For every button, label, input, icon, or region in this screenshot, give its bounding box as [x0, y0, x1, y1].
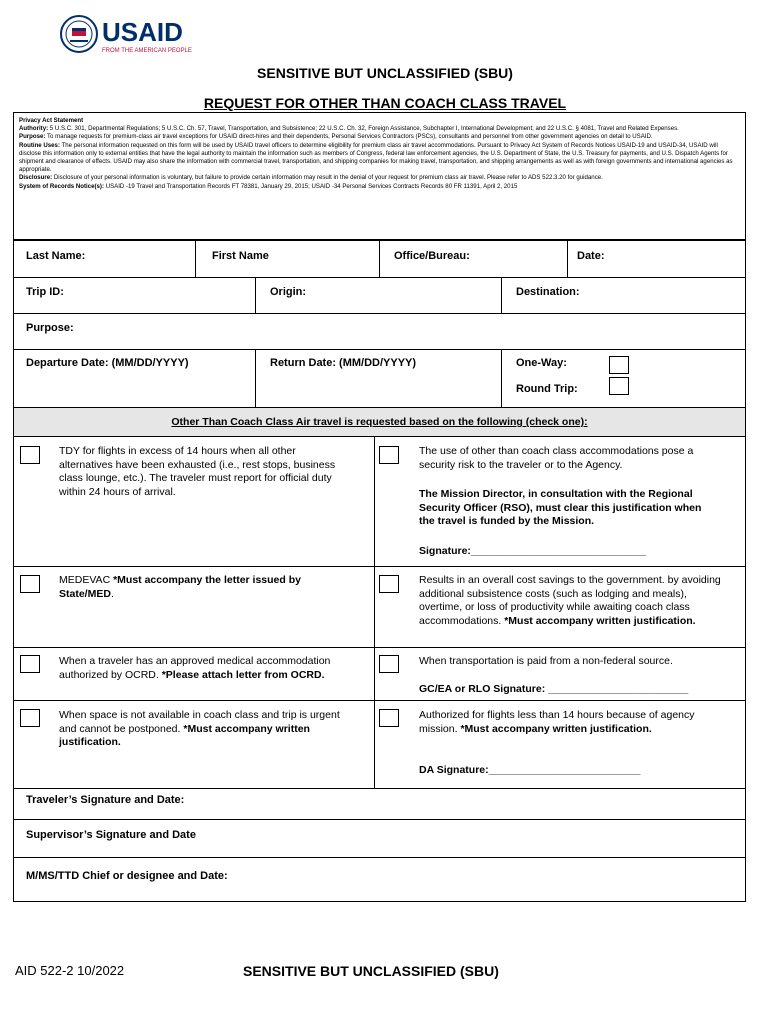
authority-label: Authority: [19, 125, 49, 133]
traveler-signature-field[interactable]: Traveler’s Signature and Date: [26, 794, 185, 806]
security-clearance-note: The Mission Director, in consultation with the Regional Security Officer (RSO), must clear this justification when the travel is funded by the Mission. [419, 488, 702, 527]
routine-uses-label: Routine Uses: [19, 141, 60, 149]
form-number: AID 522-2 10/2022 [15, 963, 125, 978]
first-name-field[interactable]: First Name [212, 250, 269, 262]
supervisor-signature-field[interactable]: Supervisor’s Signature and Date [26, 829, 196, 841]
departure-date-field[interactable]: Departure Date: (MM/DD/YYYY) [26, 357, 189, 369]
security-option-text: The use of other than coach class accommodations pose a security risk to the traveler or to the Agency. [419, 445, 694, 471]
cost-savings-requirement: *Must accompany written justification. [504, 614, 696, 627]
justification-header [14, 408, 745, 436]
sorn-text: USAID -19 Travel and Transportation Records FT 78381, January 29, 2015; USAID -34 Personal Services Contracts Records 80 FR 11391, April 2, 2015 [104, 182, 518, 190]
agency-mission-option-text [419, 709, 709, 736]
security-checkbox[interactable] [379, 446, 399, 464]
tdy-checkbox[interactable] [20, 446, 40, 464]
cost-savings-option-text [419, 574, 729, 628]
privacy-act-statement [13, 112, 746, 240]
sorn-label: System of Records Notice(s): [19, 182, 104, 190]
urgent-option-text [59, 709, 359, 750]
origin-field[interactable]: Origin: [270, 286, 307, 298]
one-way-label: One-Way: [516, 357, 567, 369]
purpose-text: To manage requests for premium-class air travel exceptions for USAID direct-hires and their dependents, Personal Services Contractors (PSCs), consultants and personnel from other government agencies on detail to USAID. [45, 133, 653, 141]
form-title: REQUEST FOR OTHER THAN COACH CLASS TRAVEL [203, 95, 567, 111]
trip-id-field[interactable]: Trip ID: [26, 286, 64, 298]
footer-classification: SENSITIVE BUT UNCLASSIFIED (SBU) [243, 963, 499, 979]
medevac-period: . [110, 587, 114, 600]
logo-tagline: FROM THE AMERICAN PEOPLE [102, 48, 192, 54]
destination-field[interactable]: Destination: [516, 286, 580, 298]
tdy-option-text: TDY for flights in excess of 14 hours when all other alternatives have been exhausted (i.e., rest stops, business class lounge, etc.). The traveler must report for official duty within 24 hours of arrival. [59, 445, 336, 498]
medevac-checkbox[interactable] [20, 575, 40, 593]
purpose-field[interactable]: Purpose: [26, 322, 74, 334]
urgent-text: When space is not available in coach class and trip is urgent and cannot be postponed. [59, 709, 340, 735]
gc-rlo-signature-line[interactable]: GC/EA or RLO Signature: ________________________ [419, 683, 689, 695]
justification-header-text: Other Than Coach Class Air travel is requested based on the following (check one): [171, 416, 588, 428]
disclosure-label: Disclosure: [19, 174, 53, 182]
chief-signature-field[interactable]: M/MS/TTD Chief or designee and Date: [26, 870, 228, 882]
svg-text:USAID: USAID [102, 17, 183, 47]
medical-option-text [59, 655, 354, 682]
routine-uses-text: The personal information requested on this form will be used by USAID travel officers to determine eligibility for premium class air travel accommodations. Pursuant to Privacy Act System of Records Notices USAID-19 and USAID-34, USAID will disclose this information only to external entities that have the legal authority to maintain the information such as members of Congress, federal law enforcement agencies, the U.S. Department of State, the U.S. Treasury for payments, and U.S. Dispatch Agents for shipment and clearance of effects. USAID may also share the information with commercial travel, transportation, and shipping companies for making travel, transportation, and shipping arrangements as well as with foreign governments and international agencies as appropriate. [19, 141, 733, 174]
medevac-requirement: *Must accompany the letter issued by State/MED [59, 574, 301, 600]
medical-text: When a traveler has an approved medical accommodation authorized by OCRD. [59, 655, 331, 681]
urgent-trip-checkbox[interactable] [20, 709, 40, 727]
non-federal-checkbox[interactable] [379, 655, 399, 673]
agency-mission-checkbox[interactable] [379, 709, 399, 727]
round-trip-label: Round Trip: [516, 383, 578, 395]
urgent-requirement: *Must accompany written justification. [59, 722, 310, 748]
da-signature-line[interactable]: DA Signature:__________________________ [419, 764, 641, 776]
cost-savings-checkbox[interactable] [379, 575, 399, 593]
round-trip-checkbox[interactable] [609, 377, 629, 395]
medevac-label: MEDEVAC [59, 574, 114, 586]
purpose-label: Purpose: [19, 133, 46, 141]
non-federal-option-text: When transportation is paid from a non-federal source. [419, 655, 673, 667]
cost-savings-text: Results in an overall cost savings to the government. by avoiding additional subsistence costs (such as lodging and meals), overtime, or loss of productivity while awaiting coach class accommodations. [419, 574, 721, 627]
office-bureau-field[interactable]: Office/Bureau: [394, 250, 470, 262]
privacy-heading: Privacy Act Statement [19, 117, 84, 124]
last-name-field[interactable]: Last Name: [26, 250, 86, 262]
authority-text: 5 U.S.C. 301, Departmental Regulations; 5 U.S.C. Ch. 57, Travel, Transportation, and Subsistence; 22 U.S.C. Ch. 32, Foreign Assistance, Subchapter I, International Development; and 22 U.S.C. § 4081, Travel and Related Expenses. [48, 125, 679, 133]
agency-mission-requirement: *Must accompany written justification. [460, 722, 652, 735]
page-title: SENSITIVE BUT UNCLASSIFIED (SBU) [257, 65, 513, 81]
medevac-option-text [59, 574, 349, 601]
return-date-field[interactable]: Return Date: (MM/DD/YYYY) [270, 357, 417, 369]
date-field[interactable]: Date: [577, 250, 605, 262]
one-way-checkbox[interactable] [609, 356, 629, 374]
agency-mission-text: Authorized for flights less than 14 hours because of agency mission. [419, 709, 695, 735]
disclosure-text: Disclosure of your personal information is voluntary, but failure to provide certain information may result in the denial of your request for premium class air travel. Please refer to ADS 522.3.20 for guidance. [52, 174, 603, 182]
security-signature-line[interactable]: Signature:______________________________ [419, 545, 647, 557]
medical-accommodation-checkbox[interactable] [20, 655, 40, 673]
medical-requirement: *Please attach letter from OCRD. [161, 668, 325, 681]
usaid-logo [60, 14, 210, 56]
request-form [13, 240, 746, 902]
